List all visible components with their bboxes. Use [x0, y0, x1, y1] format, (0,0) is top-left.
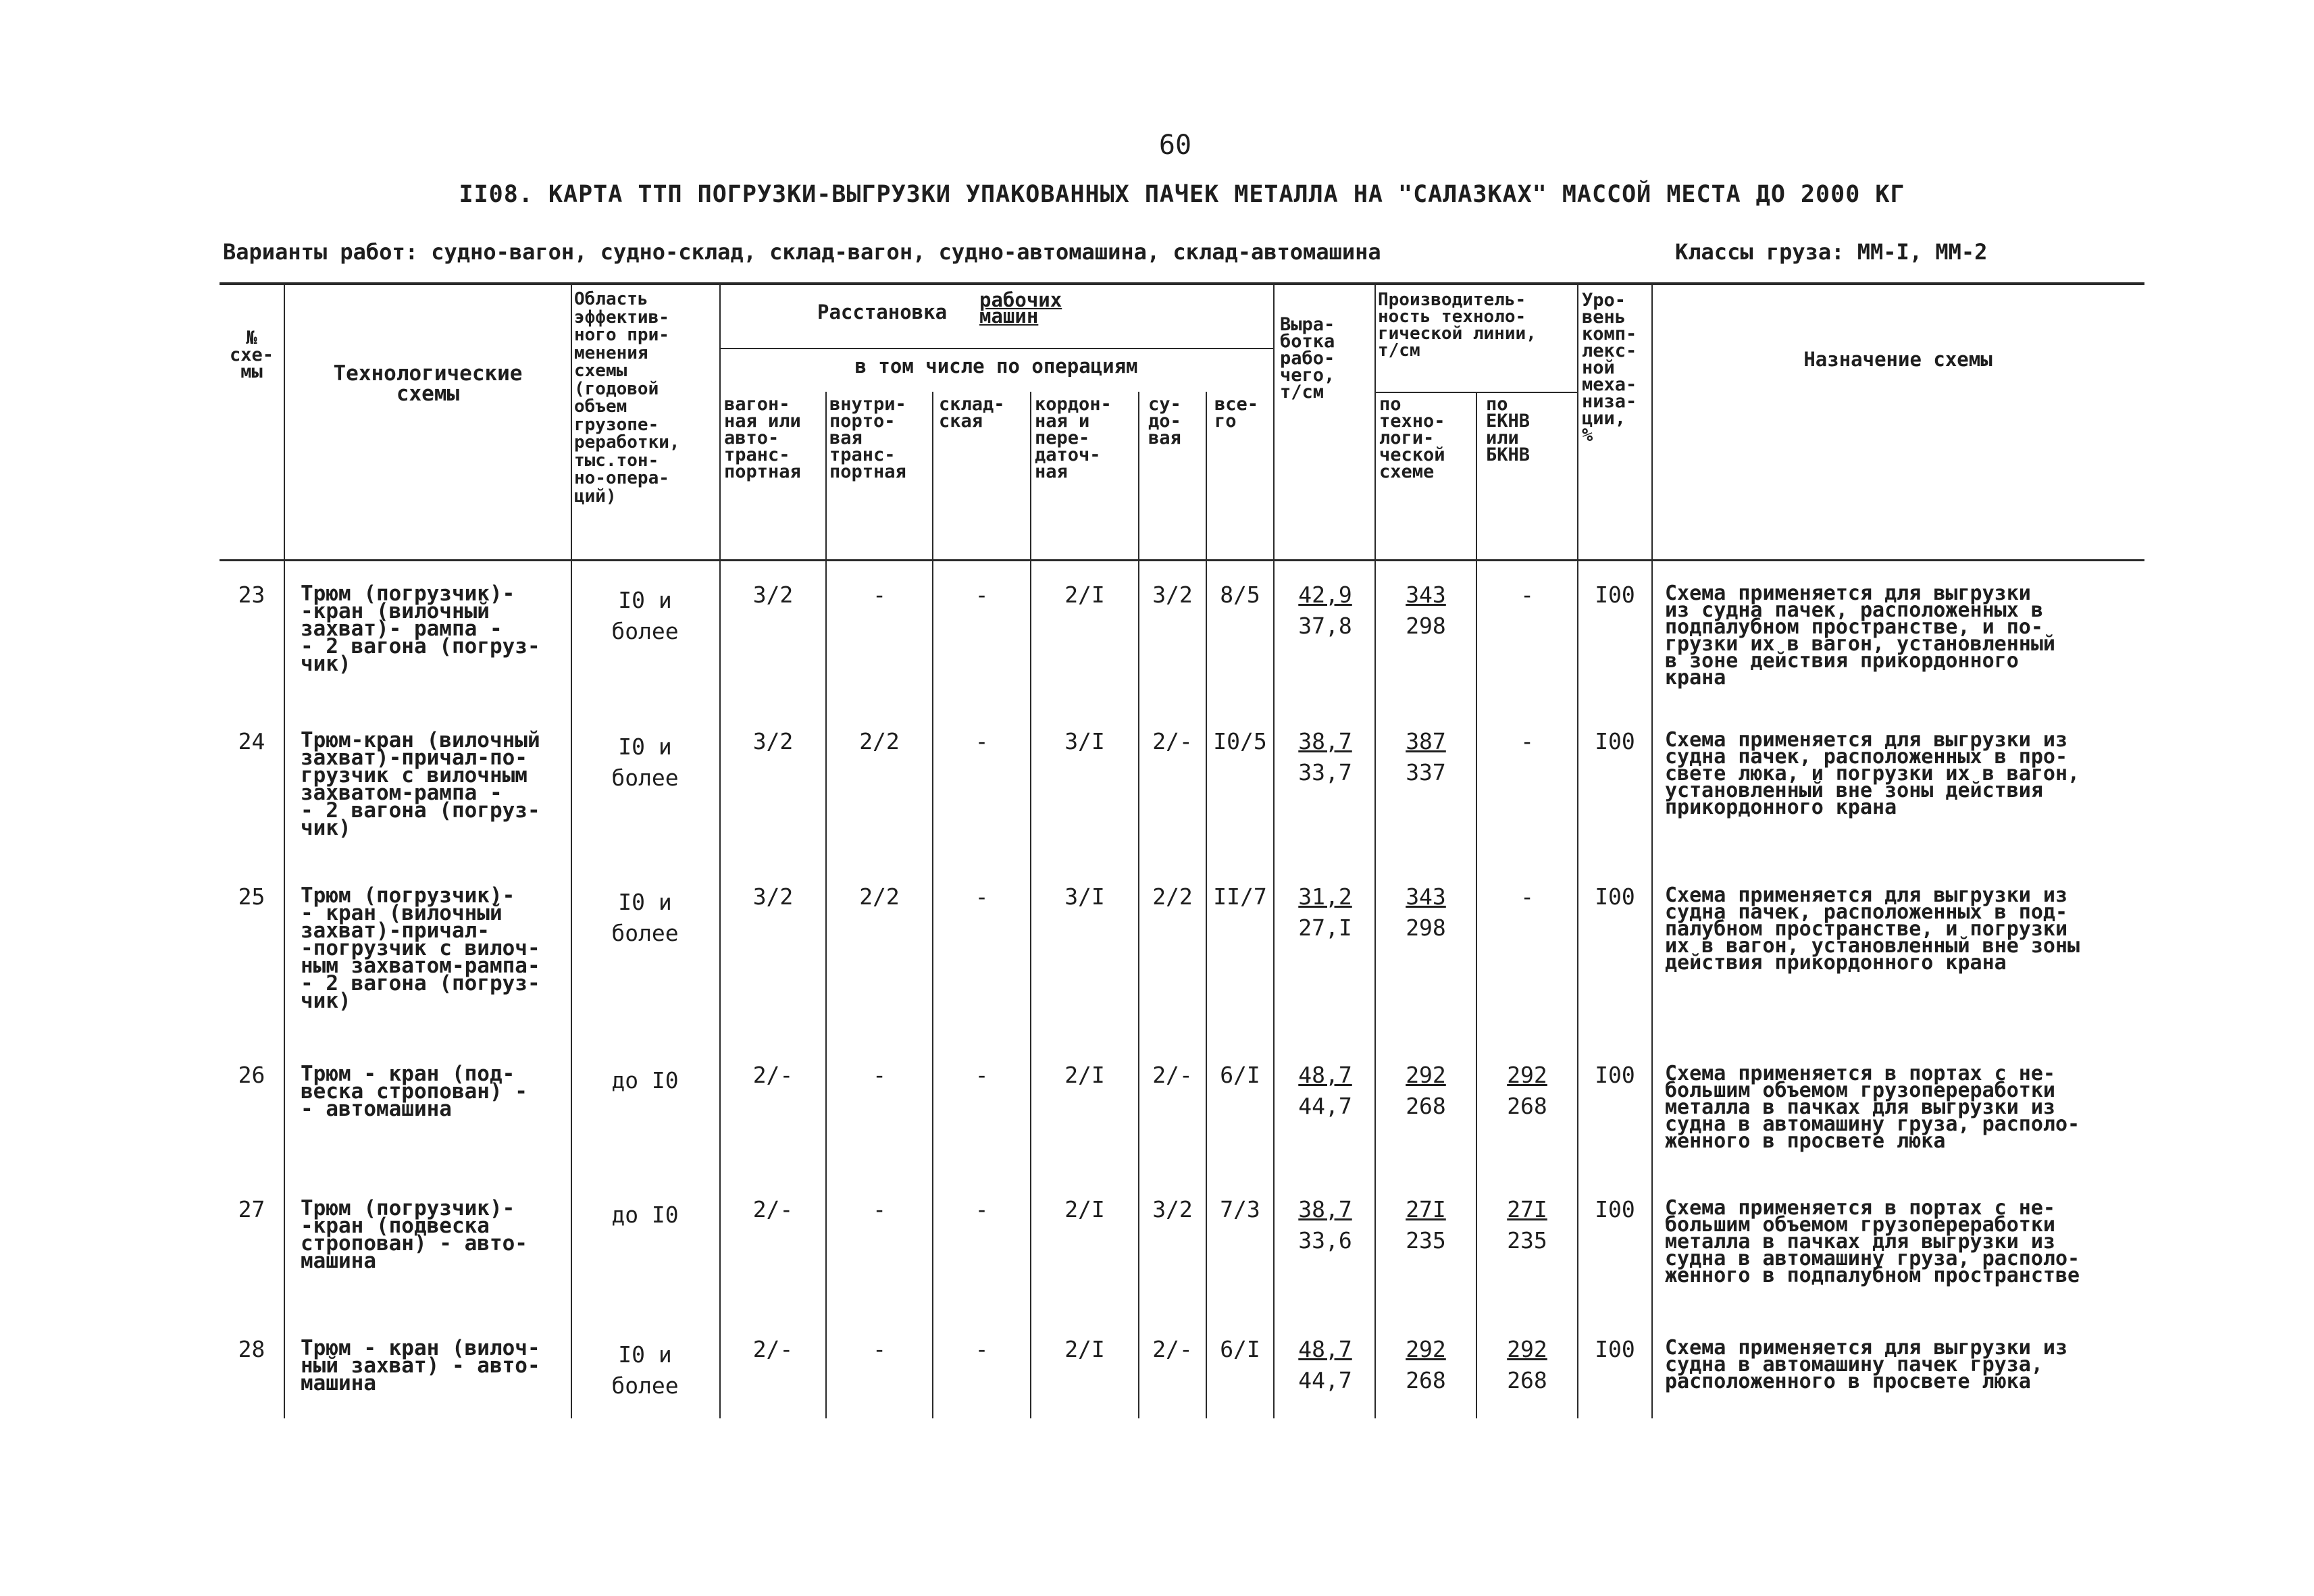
op-total: 7/3: [1220, 1196, 1260, 1222]
scheme-number: 23: [238, 582, 265, 608]
output-value-1: 38,7: [1298, 1196, 1352, 1222]
header-op-ship: су- до- вая: [1148, 394, 1181, 448]
op-ship: 3/2: [1152, 1196, 1193, 1222]
op-ship: 3/2: [1152, 582, 1193, 608]
application-area: I0 и более: [611, 587, 679, 644]
op-total: I0/5: [1213, 728, 1267, 754]
tech-scheme: Трюм-кран (вилочный захват)-причал-по- грузчик с вилочным захватом-рампа - - 2 вагона (погруз- чик): [301, 728, 540, 840]
scheme-purpose: Схема применяется для выгрузки из судна пачек, расположенных в подпалубном пространстве, и по- грузки их в вагон, установленный в зоне действия прикордонного крана: [1665, 582, 2055, 690]
scheme-number: 26: [238, 1062, 265, 1088]
op-wagon: 2/-: [752, 1196, 794, 1222]
header-placement: Расстановка: [817, 301, 948, 324]
op-wagon: 3/2: [752, 582, 794, 608]
op-warehouse: -: [975, 1196, 989, 1222]
op-ship: 2/2: [1152, 883, 1193, 910]
op-warehouse: -: [975, 728, 989, 754]
op-total: II/7: [1213, 883, 1267, 910]
header-op-wagon: вагон- ная или авто- транс- портная: [724, 394, 801, 482]
header-tech-schemes: Технологические схемы: [333, 361, 523, 406]
op-ship: 2/-: [1152, 728, 1193, 754]
mechanization-level: I00: [1595, 1196, 1635, 1222]
output-value-1: 48,7: [1298, 1336, 1352, 1362]
op-cordon: 2/I: [1064, 1336, 1105, 1362]
op-ship: 2/-: [1152, 1062, 1193, 1088]
output-value-2: 33,7: [1298, 759, 1352, 786]
header-op-total: все- го: [1214, 394, 1259, 432]
productivity-scheme-1: 343: [1406, 582, 1446, 608]
mechanization-level: I00: [1595, 1062, 1635, 1088]
output-value-1: 31,2: [1298, 883, 1352, 910]
op-warehouse: -: [975, 582, 989, 608]
productivity-eknv-1: 292: [1507, 1336, 1547, 1362]
header-scheme-number: № схе- мы: [229, 328, 274, 382]
productivity-eknv-2: 268: [1507, 1367, 1547, 1393]
productivity-eknv-1: -: [1520, 883, 1534, 910]
tech-scheme: Трюм (погрузчик)- -кран (вилочный захват)- рампа - - 2 вагона (погруз- чик): [301, 582, 540, 676]
scheme-number: 28: [238, 1336, 265, 1362]
output-value-1: 42,9: [1298, 582, 1352, 608]
application-area: до I0: [611, 1067, 679, 1093]
scheme-purpose: Схема применяется в портах с не- большим объемом грузопереработки металла в пачках для выгрузки из судна в автомашину груза, располо- женного в подпалубном пространстве: [1665, 1196, 2080, 1287]
op-total: 6/I: [1220, 1062, 1260, 1088]
application-area: I0 и более: [611, 889, 679, 946]
productivity-scheme-2: 268: [1406, 1093, 1446, 1119]
output-value-2: 44,7: [1298, 1093, 1352, 1119]
header-incl-operations: в том числе по операциям: [854, 355, 1138, 378]
output-value-2: 44,7: [1298, 1367, 1352, 1393]
scheme-number: 27: [238, 1196, 265, 1222]
productivity-scheme-1: 27I: [1406, 1196, 1446, 1222]
header-prod-scheme: по техно- логи- ческой схеме: [1379, 394, 1445, 482]
header-placement-machines: рабочих машин: [979, 288, 1062, 328]
application-area: до I0: [611, 1202, 679, 1228]
mechanization-level: I00: [1595, 883, 1635, 910]
cargo-classes: Классы груза: ММ-I, ММ-2: [1675, 239, 1988, 265]
scheme-purpose: Схема применяется для выгрузки из судна пачек, расположенных в про- свете люка, и погрузки их в вагон, установленный вне зоны действия прикордонного крана: [1665, 728, 2080, 819]
op-wagon: 2/-: [752, 1062, 794, 1088]
op-total: 8/5: [1220, 582, 1260, 608]
productivity-scheme-2: 235: [1406, 1227, 1446, 1254]
op-cordon: 2/I: [1064, 582, 1105, 608]
work-variants: Варианты работ: судно-вагон, судно-склад, склад-вагон, судно-автомашина, склад-автомашина: [223, 239, 1381, 265]
productivity-eknv-2: 235: [1507, 1227, 1547, 1254]
op-internal: -: [873, 1196, 886, 1222]
op-warehouse: -: [975, 1336, 989, 1362]
productivity-scheme-1: 292: [1406, 1336, 1446, 1362]
scheme-number: 25: [238, 883, 265, 910]
scheme-purpose: Схема применяется для выгрузки из судна в автомашину пачек груза, расположенного в просвете люка: [1665, 1336, 2068, 1393]
productivity-scheme-2: 337: [1406, 759, 1446, 786]
scheme-number: 24: [238, 728, 265, 754]
op-warehouse: -: [975, 1062, 989, 1088]
productivity-scheme-1: 387: [1406, 728, 1446, 754]
mechanization-level: I00: [1595, 728, 1635, 754]
productivity-eknv-1: -: [1520, 582, 1534, 608]
header-op-internal: внутри- порто- вая транс- портная: [829, 394, 906, 482]
application-area: I0 и более: [611, 733, 679, 791]
tech-scheme: Трюм - кран (под- веска стропован) - - автомашина: [301, 1062, 528, 1121]
output-value-2: 27,I: [1298, 915, 1352, 941]
op-cordon: 3/I: [1064, 883, 1105, 910]
productivity-scheme-1: 343: [1406, 883, 1446, 910]
header-purpose: Назначение схемы: [1803, 348, 1992, 371]
scheme-purpose: Схема применяется для выгрузки из судна пачек, расположенных в под- палубном пространстве, и погрузки их в вагон, установленный вне зоны действия прикордонного крана: [1665, 883, 2080, 975]
header-mechanization: Уро- вень комп- лекс- ной меха- низа- ции, %: [1582, 290, 1637, 446]
header-op-cordon: кордон- ная и пере- даточ- ная: [1035, 394, 1112, 482]
page-number: 60: [1158, 130, 1192, 161]
header-productivity: Производитель- ность техноло- гической линии, т/см: [1378, 290, 1537, 361]
op-wagon: 3/2: [752, 728, 794, 754]
application-area: I0 и более: [611, 1341, 679, 1399]
productivity-eknv-2: 268: [1507, 1093, 1547, 1119]
op-wagon: 2/-: [752, 1336, 794, 1362]
header-op-warehouse: склад- ская: [939, 394, 1005, 432]
op-total: 6/I: [1220, 1336, 1260, 1362]
document-title: II08. КАРТА ТТП ПОГРУЗКИ-ВЫГРУЗКИ УПАКОВАННЫХ ПАЧЕК МЕТАЛЛА НА "САЛАЗКАХ" МАССОЙ МЕСТА ДО 2000 КГ: [459, 181, 1905, 208]
op-cordon: 2/I: [1064, 1196, 1105, 1222]
header-output: Выра- ботка рабо- чего, т/см: [1280, 314, 1335, 403]
output-value-1: 48,7: [1298, 1062, 1352, 1088]
tech-scheme: Трюм - кран (вилоч- ный захват) - авто- машина: [301, 1336, 540, 1395]
productivity-scheme-2: 298: [1406, 915, 1446, 941]
op-internal: 2/2: [859, 883, 900, 910]
op-ship: 2/-: [1152, 1336, 1193, 1362]
tech-scheme: Трюм (погрузчик)- - кран (вилочный захват)-причал- -погрузчик с вилоч- ным захватом-рампа- - 2 вагона (погруз- чик): [301, 883, 540, 1013]
op-internal: 2/2: [859, 728, 900, 754]
productivity-eknv-1: -: [1520, 728, 1534, 754]
header-prod-eknv: по ЕКНВ или БКНВ: [1486, 394, 1531, 465]
op-warehouse: -: [975, 883, 989, 910]
mechanization-level: I00: [1595, 1336, 1635, 1362]
productivity-scheme-1: 292: [1406, 1062, 1446, 1088]
header-application-area: Область эффектив- ного при- менения схемы (годовой объем грузопе- реработки, тыс.тон- но-опера- ций): [574, 289, 680, 507]
productivity-scheme-2: 298: [1406, 613, 1446, 639]
op-internal: -: [873, 582, 886, 608]
op-internal: -: [873, 1062, 886, 1088]
op-cordon: 2/I: [1064, 1062, 1105, 1088]
mechanization-level: I00: [1595, 582, 1635, 608]
output-value-2: 37,8: [1298, 613, 1352, 639]
productivity-scheme-2: 268: [1406, 1367, 1446, 1393]
productivity-eknv-1: 27I: [1507, 1196, 1547, 1222]
op-wagon: 3/2: [752, 883, 794, 910]
op-internal: -: [873, 1336, 886, 1362]
output-value-1: 38,7: [1298, 728, 1352, 754]
productivity-eknv-1: 292: [1507, 1062, 1547, 1088]
tech-scheme: Трюм (погрузчик)- -кран (подвеска стропован) - авто- машина: [301, 1196, 528, 1273]
output-value-2: 33,6: [1298, 1227, 1352, 1254]
op-cordon: 3/I: [1064, 728, 1105, 754]
scheme-purpose: Схема применяется в портах с не- большим объемом грузопереработки металла в пачках для выгрузки из судна в автомашину груза, располо- женного в просвете люка: [1665, 1062, 2080, 1153]
